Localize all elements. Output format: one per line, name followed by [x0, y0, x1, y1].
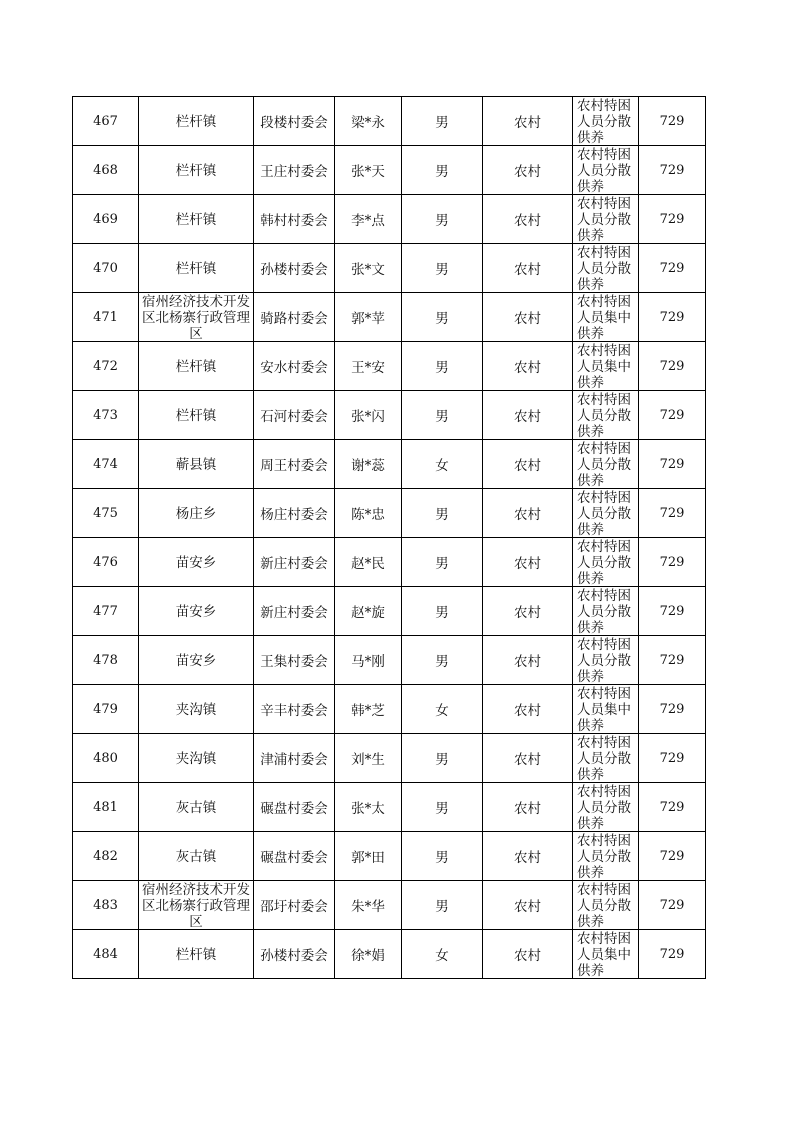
category-cell: [573, 636, 639, 685]
town-cell-text: 夹沟镇: [175, 750, 217, 767]
name-cell: 赵*民: [335, 538, 402, 587]
gender-cell: 男: [402, 587, 483, 636]
row-number: 478: [73, 636, 139, 685]
category-cell: [573, 930, 639, 979]
amount-cell: 729: [639, 881, 706, 930]
gender-cell: 男: [402, 881, 483, 930]
town-cell: [139, 587, 254, 636]
amount-cell: 729: [639, 832, 706, 881]
table-row: [73, 489, 706, 538]
village-cell: 津浦村委会: [254, 734, 335, 783]
area-cell: 农村: [483, 440, 573, 489]
category-cell: [573, 195, 639, 244]
name-cell: 郭*苹: [335, 293, 402, 342]
category-cell: [573, 832, 639, 881]
name-cell: 郭*田: [335, 832, 402, 881]
category-cell-text: 农村特困人员集中供养: [577, 686, 631, 733]
town-cell: [139, 783, 254, 832]
town-cell: [139, 293, 254, 342]
row-number: 480: [73, 734, 139, 783]
town-cell-text: 栏杆镇: [175, 260, 217, 277]
row-number: 473: [73, 391, 139, 440]
village-cell: 王庄村委会: [254, 146, 335, 195]
row-number: 476: [73, 538, 139, 587]
name-cell: 张*闪: [335, 391, 402, 440]
amount-cell: 729: [639, 636, 706, 685]
village-cell: 碾盘村委会: [254, 783, 335, 832]
town-cell-text: 夹沟镇: [175, 701, 217, 718]
table-row: [73, 832, 706, 881]
town-cell: [139, 342, 254, 391]
category-cell-text: 农村特困人员分散供养: [577, 392, 631, 439]
gender-cell: 男: [402, 538, 483, 587]
town-cell-text: 栏杆镇: [175, 358, 217, 375]
name-cell: 张*天: [335, 146, 402, 195]
village-cell: 新庄村委会: [254, 538, 335, 587]
town-cell-text: 宿州经济技术开发区北杨寨行政管理区: [142, 882, 250, 929]
table-row: [73, 342, 706, 391]
row-number: 474: [73, 440, 139, 489]
row-number: 471: [73, 293, 139, 342]
town-cell: [139, 930, 254, 979]
gender-cell: 女: [402, 930, 483, 979]
village-cell: 骑路村委会: [254, 293, 335, 342]
village-cell: 安水村委会: [254, 342, 335, 391]
area-cell: 农村: [483, 195, 573, 244]
table-row: [73, 636, 706, 685]
category-cell: [573, 391, 639, 440]
gender-cell: 女: [402, 440, 483, 489]
category-cell-text: 农村特困人员分散供养: [577, 588, 631, 635]
category-cell: [573, 146, 639, 195]
amount-cell: 729: [639, 293, 706, 342]
area-cell: 农村: [483, 293, 573, 342]
gender-cell: 男: [402, 293, 483, 342]
village-cell: 孙楼村委会: [254, 244, 335, 293]
name-cell: 梁*永: [335, 97, 402, 146]
row-number: 479: [73, 685, 139, 734]
amount-cell: 729: [639, 783, 706, 832]
amount-cell: 729: [639, 195, 706, 244]
row-number: 469: [73, 195, 139, 244]
village-cell: 孙楼村委会: [254, 930, 335, 979]
town-cell: [139, 146, 254, 195]
gender-cell: 男: [402, 391, 483, 440]
town-cell: [139, 832, 254, 881]
name-cell: 徐*娟: [335, 930, 402, 979]
town-cell-text: 栏杆镇: [175, 407, 217, 424]
gender-cell: 男: [402, 489, 483, 538]
town-cell-text: 蕲县镇: [175, 456, 217, 473]
table-row: [73, 293, 706, 342]
category-cell: [573, 783, 639, 832]
category-cell-text: 农村特困人员分散供养: [577, 441, 631, 488]
category-cell: [573, 538, 639, 587]
area-cell: 农村: [483, 97, 573, 146]
category-cell: [573, 440, 639, 489]
gender-cell: 男: [402, 244, 483, 293]
area-cell: 农村: [483, 636, 573, 685]
town-cell: [139, 685, 254, 734]
row-number: 468: [73, 146, 139, 195]
category-cell-text: 农村特困人员集中供养: [577, 931, 631, 978]
amount-cell: 729: [639, 538, 706, 587]
name-cell: 朱*华: [335, 881, 402, 930]
category-cell: [573, 685, 639, 734]
town-cell-text: 栏杆镇: [175, 113, 217, 130]
town-cell: [139, 538, 254, 587]
amount-cell: 729: [639, 734, 706, 783]
town-cell-text: 苗安乡: [175, 603, 217, 620]
amount-cell: 729: [639, 489, 706, 538]
category-cell: [573, 342, 639, 391]
row-number: 482: [73, 832, 139, 881]
area-cell: 农村: [483, 832, 573, 881]
name-cell: 张*文: [335, 244, 402, 293]
amount-cell: 729: [639, 342, 706, 391]
area-cell: 农村: [483, 930, 573, 979]
name-cell: 韩*芝: [335, 685, 402, 734]
area-cell: 农村: [483, 489, 573, 538]
table-row: [73, 195, 706, 244]
area-cell: 农村: [483, 587, 573, 636]
name-cell: 李*点: [335, 195, 402, 244]
town-cell: [139, 195, 254, 244]
name-cell: 马*刚: [335, 636, 402, 685]
category-cell: [573, 489, 639, 538]
village-cell: 石河村委会: [254, 391, 335, 440]
gender-cell: 男: [402, 734, 483, 783]
town-cell: [139, 391, 254, 440]
town-cell: [139, 244, 254, 293]
village-cell: 段楼村委会: [254, 97, 335, 146]
area-cell: 农村: [483, 881, 573, 930]
village-cell: 邵圩村委会: [254, 881, 335, 930]
table-row: [73, 685, 706, 734]
category-cell-text: 农村特困人员集中供养: [577, 294, 631, 341]
village-cell: 辛丰村委会: [254, 685, 335, 734]
area-cell: 农村: [483, 342, 573, 391]
village-cell: 王集村委会: [254, 636, 335, 685]
amount-cell: 729: [639, 440, 706, 489]
category-cell: [573, 244, 639, 293]
area-cell: 农村: [483, 685, 573, 734]
village-cell: 杨庄村委会: [254, 489, 335, 538]
gender-cell: 女: [402, 685, 483, 734]
area-cell: 农村: [483, 734, 573, 783]
amount-cell: 729: [639, 97, 706, 146]
amount-cell: 729: [639, 685, 706, 734]
area-cell: 农村: [483, 783, 573, 832]
beneficiary-table: [72, 96, 706, 979]
amount-cell: 729: [639, 146, 706, 195]
gender-cell: 男: [402, 832, 483, 881]
row-number: 481: [73, 783, 139, 832]
name-cell: 张*太: [335, 783, 402, 832]
row-number: 470: [73, 244, 139, 293]
category-cell: [573, 97, 639, 146]
category-cell-text: 农村特困人员分散供养: [577, 784, 631, 831]
town-cell: [139, 489, 254, 538]
gender-cell: 男: [402, 783, 483, 832]
town-cell: [139, 636, 254, 685]
area-cell: 农村: [483, 538, 573, 587]
row-number: 475: [73, 489, 139, 538]
category-cell-text: 农村特困人员分散供养: [577, 882, 631, 929]
table-row: [73, 538, 706, 587]
table-row: [73, 881, 706, 930]
row-number: 472: [73, 342, 139, 391]
name-cell: 陈*忠: [335, 489, 402, 538]
gender-cell: 男: [402, 195, 483, 244]
area-cell: 农村: [483, 244, 573, 293]
name-cell: 赵*旋: [335, 587, 402, 636]
town-cell: [139, 734, 254, 783]
town-cell: [139, 881, 254, 930]
town-cell-text: 宿州经济技术开发区北杨寨行政管理区: [142, 294, 250, 341]
category-cell-text: 农村特困人员分散供养: [577, 833, 631, 880]
category-cell-text: 农村特困人员分散供养: [577, 98, 631, 145]
town-cell-text: 灰古镇: [175, 799, 217, 816]
gender-cell: 男: [402, 342, 483, 391]
category-cell-text: 农村特困人员集中供养: [577, 343, 631, 390]
category-cell: [573, 734, 639, 783]
category-cell: [573, 587, 639, 636]
category-cell-text: 农村特困人员分散供养: [577, 735, 631, 782]
row-number: 483: [73, 881, 139, 930]
category-cell: [573, 293, 639, 342]
table-row: [73, 734, 706, 783]
area-cell: 农村: [483, 391, 573, 440]
town-cell-text: 栏杆镇: [175, 946, 217, 963]
table-row: [73, 783, 706, 832]
category-cell-text: 农村特困人员分散供养: [577, 539, 631, 586]
amount-cell: 729: [639, 587, 706, 636]
amount-cell: 729: [639, 244, 706, 293]
table-row: [73, 391, 706, 440]
town-cell-text: 苗安乡: [175, 652, 217, 669]
village-cell: 新庄村委会: [254, 587, 335, 636]
area-cell: 农村: [483, 146, 573, 195]
town-cell-text: 栏杆镇: [175, 162, 217, 179]
category-cell: [573, 881, 639, 930]
gender-cell: 男: [402, 146, 483, 195]
village-cell: 周王村委会: [254, 440, 335, 489]
name-cell: 刘*生: [335, 734, 402, 783]
amount-cell: 729: [639, 391, 706, 440]
category-cell-text: 农村特困人员分散供养: [577, 147, 631, 194]
town-cell: [139, 97, 254, 146]
table-row: [73, 244, 706, 293]
village-cell: 碾盘村委会: [254, 832, 335, 881]
category-cell-text: 农村特困人员分散供养: [577, 637, 631, 684]
category-cell-text: 农村特困人员分散供养: [577, 490, 631, 537]
row-number: 484: [73, 930, 139, 979]
town-cell-text: 杨庄乡: [175, 505, 217, 522]
town-cell-text: 灰古镇: [175, 848, 217, 865]
name-cell: 王*安: [335, 342, 402, 391]
town-cell-text: 栏杆镇: [175, 211, 217, 228]
table-row: [73, 587, 706, 636]
amount-cell: 729: [639, 930, 706, 979]
table-row: [73, 440, 706, 489]
town-cell: [139, 440, 254, 489]
row-number: 467: [73, 97, 139, 146]
gender-cell: 男: [402, 636, 483, 685]
gender-cell: 男: [402, 97, 483, 146]
category-cell-text: 农村特困人员分散供养: [577, 245, 631, 292]
town-cell-text: 苗安乡: [175, 554, 217, 571]
table-row: [73, 146, 706, 195]
row-number: 477: [73, 587, 139, 636]
category-cell-text: 农村特困人员分散供养: [577, 196, 631, 243]
name-cell: 谢*蕊: [335, 440, 402, 489]
village-cell: 韩村村委会: [254, 195, 335, 244]
table-row: [73, 97, 706, 146]
table-row: [73, 930, 706, 979]
